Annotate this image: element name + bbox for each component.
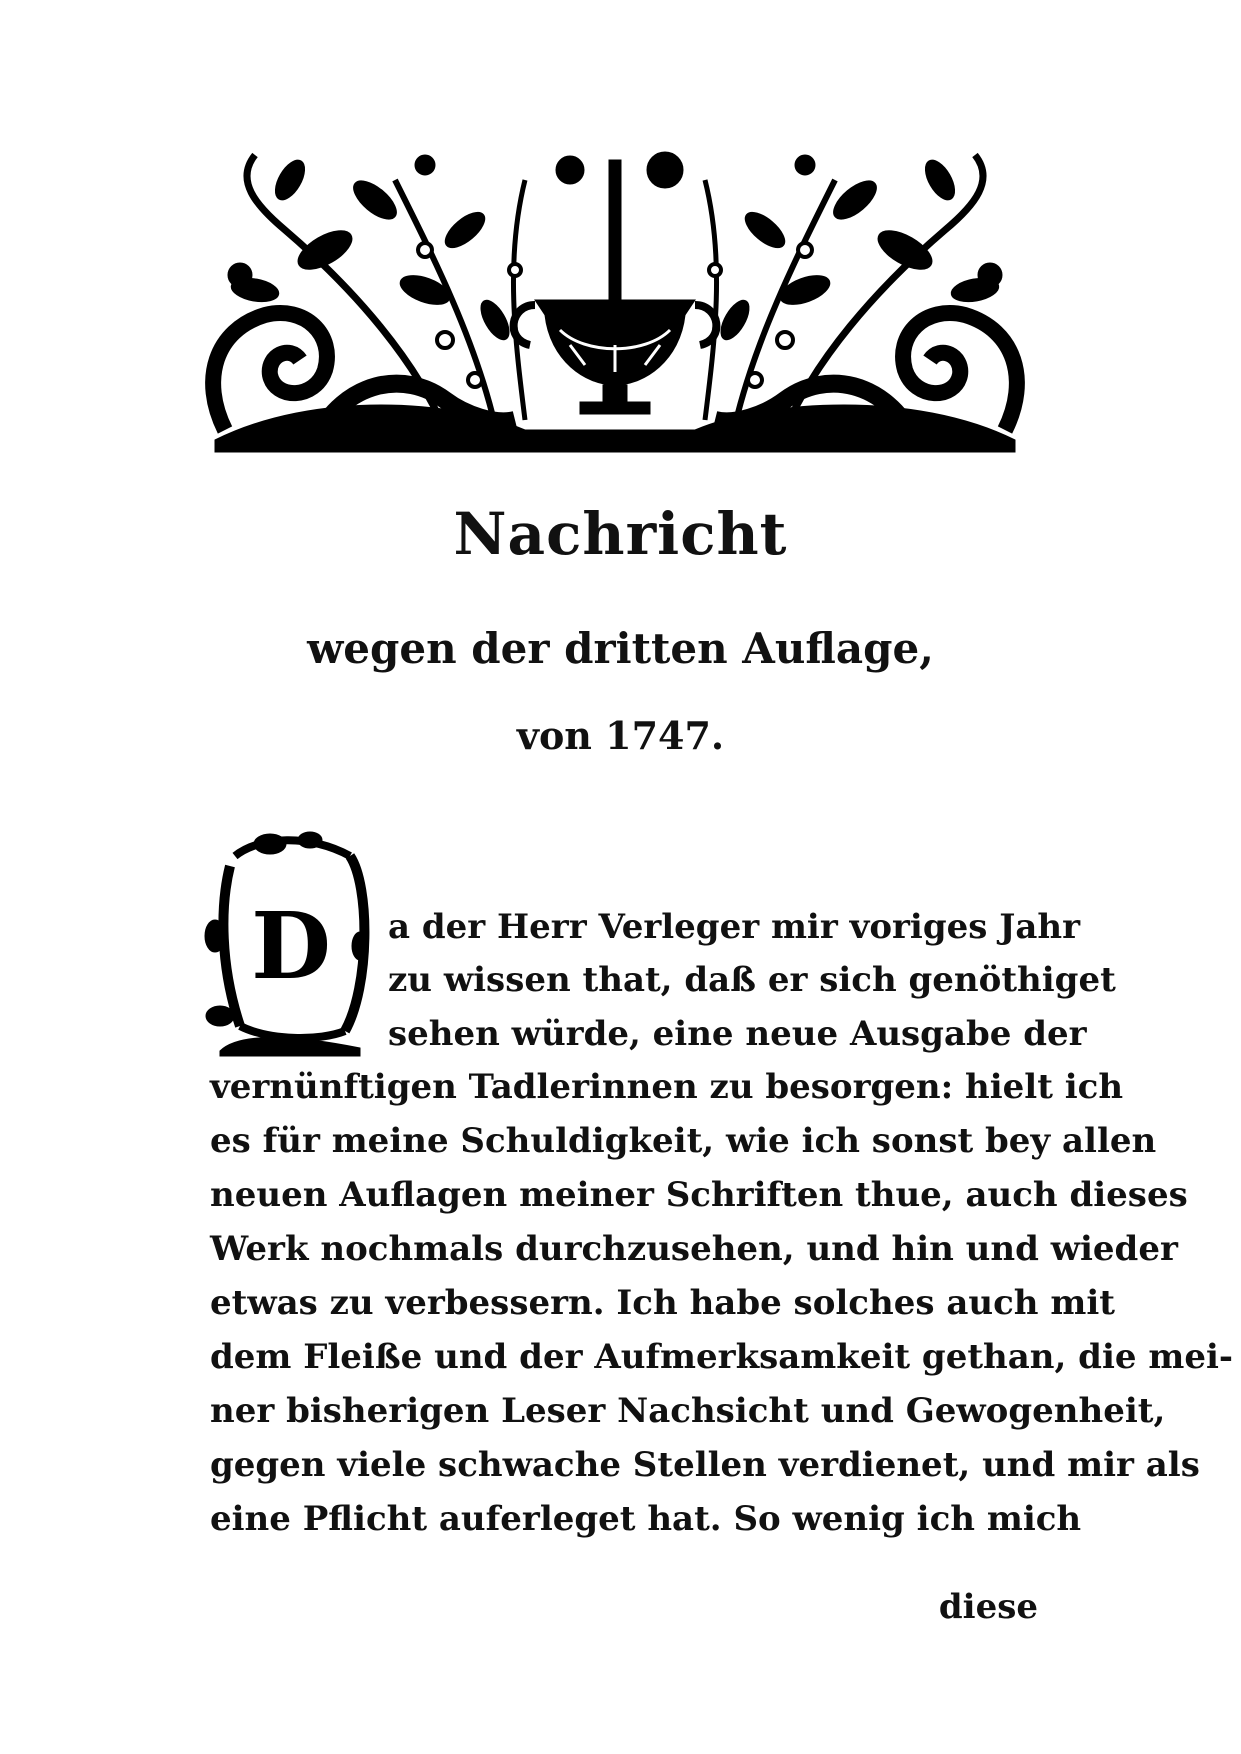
decorated-initial [200,826,378,1058]
text-line-6: neuen Auflagen meiner Schriften thue, auch dieses [210,1175,1188,1215]
text-line-12: eine Pflicht auferleget hat. So wenig ich mich [210,1499,1082,1539]
text-line-3: sehen würde, eine neue Ausgabe der [388,1014,1087,1054]
catchword: diese [938,1587,1038,1627]
text-line-7: Werk nochmals durchzusehen, und hin und wieder [210,1229,1178,1269]
initial-letter: D [251,892,331,1000]
text-line-11: gegen viele schwache Stellen verdienet, und mir als [210,1445,1200,1485]
page-subtitle: wegen der dritten Auflage, [307,624,934,673]
text-line-2: zu wissen that, daß er sich genöthiget [388,960,1116,1000]
text-line-5: es für meine Schuldigkeit, wie ich sonst bey allen [210,1121,1157,1161]
text-line-1: a der Herr Verleger mir voriges Jahr [388,907,1080,947]
edition-date: von 1747. [516,713,725,758]
text-line-4: vernünftigen Tadlerinnen zu besorgen: hielt ich [210,1067,1124,1107]
page-title: Nachricht [453,500,788,568]
text-line-8: etwas zu verbessern. Ich habe solches auch mit [210,1283,1115,1323]
text-line-9: dem Fleiße und der Aufmerksamkeit gethan, die mei- [210,1337,1233,1377]
text-line-10: ner bisherigen Leser Nachsicht und Gewogenheit, [210,1391,1166,1431]
floral-headpiece-ornament [195,140,1035,455]
